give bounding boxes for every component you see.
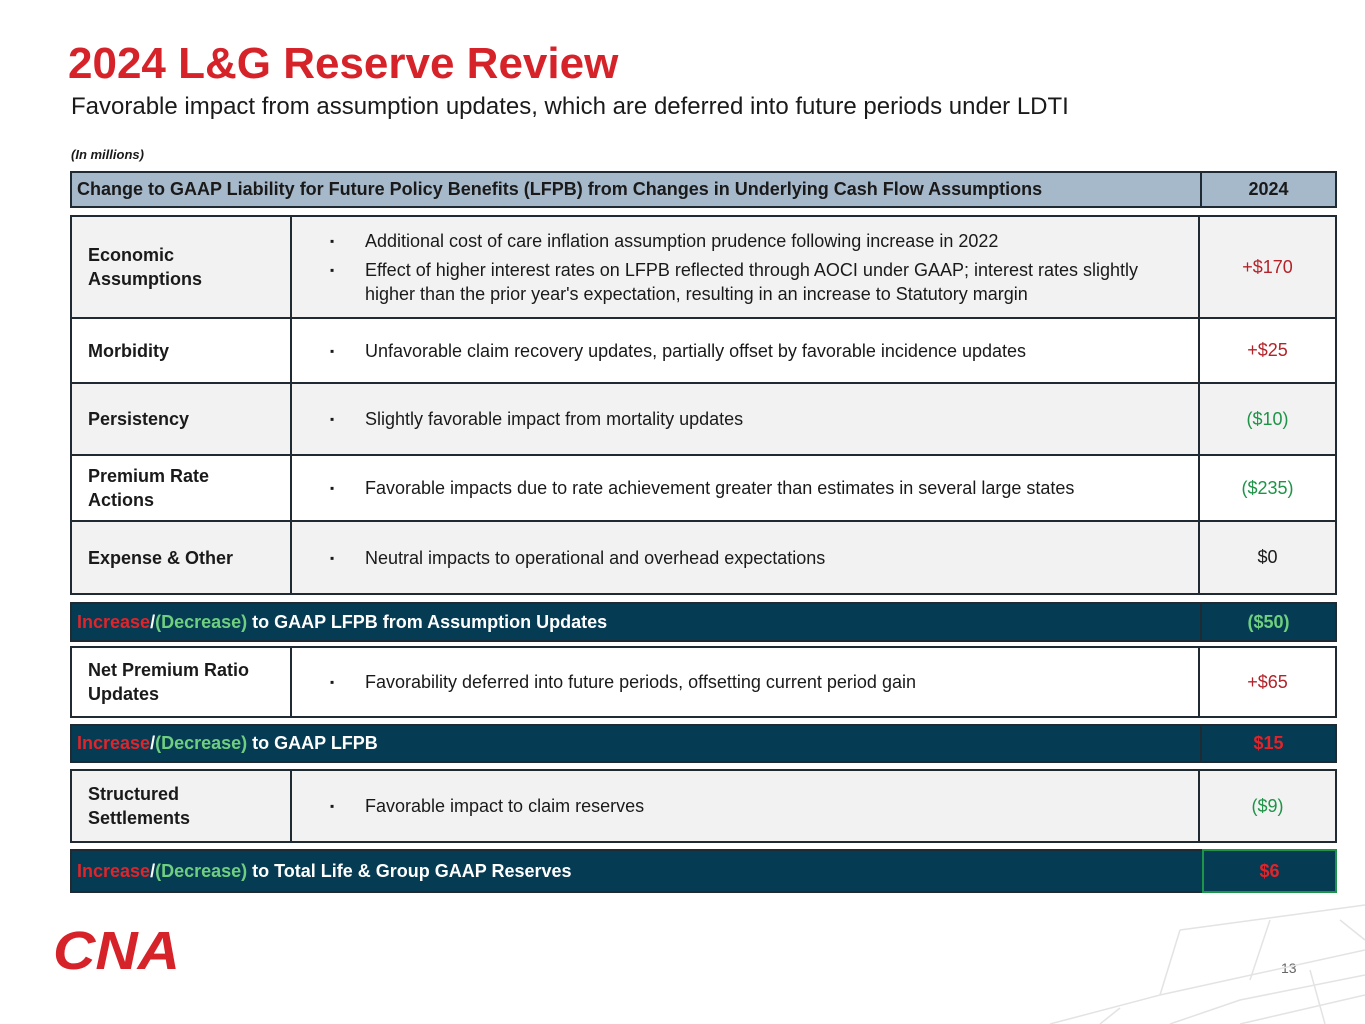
bullet-icon: ▪	[330, 799, 335, 813]
bullet-item	[330, 339, 1198, 363]
bullet-icon: ▪	[330, 262, 335, 277]
total-label	[72, 851, 1202, 891]
decrease-text: (Decrease)	[155, 611, 248, 632]
row-label: Economic Assumptions	[72, 217, 292, 317]
row-label: Structured Settlements	[72, 771, 292, 841]
total-life-group-reserves	[70, 849, 1337, 893]
page-title: 2024 L&G Reserve Review	[68, 39, 619, 88]
row-label: Net Premium Ratio Updates	[72, 648, 292, 716]
bullet-icon: ▪	[330, 412, 335, 426]
row-value: $0	[1257, 547, 1278, 567]
subtotal-label	[72, 604, 1202, 640]
bullet-item	[330, 258, 1198, 306]
row-label: Premium Rate Actions	[72, 456, 292, 520]
table-header-year: 2024	[1248, 179, 1289, 199]
subtotal-gaap-lfpb	[70, 724, 1337, 763]
bullet-text: Favorable impacts due to rate achievement greater than estimates in several large states	[365, 478, 1075, 498]
subtotal-value: $15	[1253, 733, 1284, 753]
total-rest-text: to Total Life & Group GAAP Reserves	[247, 860, 572, 881]
table-row-persistency	[70, 382, 1337, 456]
slash-text: /	[150, 860, 156, 881]
page-subtitle: Favorable impact from assumption updates, which are deferred into future periods under LDTI	[71, 93, 1069, 120]
row-label: Morbidity	[72, 319, 292, 382]
bullet-item	[330, 794, 1198, 818]
units-note: (In millions)	[71, 147, 144, 162]
bullet-text: Favorable impact to claim reserves	[365, 796, 645, 816]
table-header-label: Change to GAAP Liability for Future Policy Benefits (LFPB) from Changes in Underlying Cash Flow Assumptions	[72, 173, 1202, 206]
table-header	[70, 171, 1337, 208]
row-description	[292, 319, 1200, 382]
row-description	[292, 771, 1200, 841]
row-description	[292, 217, 1200, 317]
bullet-item	[330, 476, 1198, 500]
row-value: ($235)	[1241, 477, 1294, 498]
bullet-icon: ▪	[330, 233, 335, 248]
subtotal-assumption-updates	[70, 602, 1337, 642]
bullet-text: Neutral impacts to operational and overhead expectations	[365, 547, 826, 568]
decrease-text: (Decrease)	[155, 733, 248, 753]
bullet-text: Favorability deferred into future periods, offsetting current period gain	[365, 672, 916, 692]
table-row-expense-other	[70, 520, 1337, 595]
table-row-morbidity	[70, 317, 1337, 384]
bullet-icon: ▪	[330, 343, 335, 358]
row-description	[292, 384, 1200, 454]
subtotal-value: ($50)	[1247, 611, 1290, 632]
table-row-net-premium-ratio	[70, 646, 1337, 718]
table-row-structured-settlements	[70, 769, 1337, 843]
bullet-text: Slightly favorable impact from mortality updates	[365, 409, 744, 429]
cna-logo-text: CNA	[53, 925, 180, 971]
bullet-icon: ▪	[330, 675, 335, 689]
decrease-text: (Decrease)	[155, 860, 248, 881]
bullet-item	[330, 229, 1198, 253]
row-description	[292, 522, 1200, 593]
slash-text: /	[150, 733, 156, 753]
bullet-text: Additional cost of care inflation assumption prudence following increase in 2022	[365, 230, 999, 251]
table-row-premium-rate-actions	[70, 454, 1337, 522]
bullet-text: Effect of higher interest rates on LFPB reflected through AOCI under GAAP; interest rates slightly higher than the prior year's expectation, resulting in an increase to Statutory margin	[365, 259, 1139, 304]
increase-text: Increase	[77, 611, 151, 632]
row-description	[292, 456, 1200, 520]
increase-text: Increase	[77, 733, 151, 753]
decorative-wireframe	[1040, 900, 1365, 1024]
row-value: ($10)	[1246, 408, 1289, 429]
row-description	[292, 648, 1200, 716]
bullet-text: Unfavorable claim recovery updates, partially offset by favorable incidence updates	[365, 340, 1027, 361]
bullet-icon: ▪	[330, 550, 335, 565]
bullet-item	[330, 407, 1198, 431]
bullet-icon: ▪	[330, 481, 335, 495]
row-label: Expense & Other	[72, 522, 292, 593]
total-value: $6	[1202, 849, 1337, 893]
row-value: +$170	[1242, 256, 1293, 277]
bullet-item	[330, 670, 1198, 694]
table-row-economic-assumptions	[70, 215, 1337, 319]
row-value: +$65	[1247, 671, 1288, 692]
bullet-item	[330, 546, 1198, 570]
subtotal-label	[72, 726, 1202, 761]
slash-text: /	[150, 611, 156, 632]
subtotal-rest-text: to GAAP LFPB	[247, 733, 378, 753]
row-value: +$25	[1247, 340, 1288, 360]
row-label: Persistency	[72, 384, 292, 454]
subtotal-rest-text: to GAAP LFPB from Assumption Updates	[247, 611, 608, 632]
page-number: 13	[1281, 960, 1297, 976]
row-value: ($9)	[1251, 795, 1284, 816]
cna-logo	[53, 925, 181, 971]
increase-text: Increase	[77, 860, 151, 881]
